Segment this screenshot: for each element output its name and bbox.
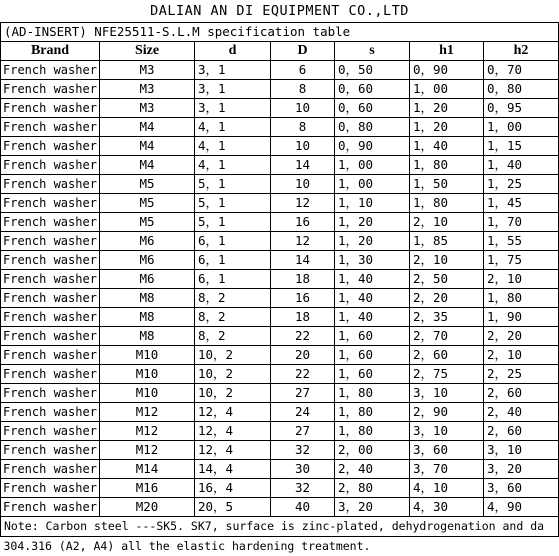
cell-size: M6 [100, 270, 195, 289]
cell-s: 1，00 [335, 156, 410, 175]
cell-h2: 2，25 [484, 365, 559, 384]
cell-d: 10，2 [195, 346, 271, 365]
cell-d: 8，2 [195, 289, 271, 308]
cell-d: 5，1 [195, 213, 271, 232]
cell-size: M8 [100, 308, 195, 327]
cell-h1: 3，10 [410, 384, 484, 403]
cell-d-outer: 10 [271, 137, 335, 156]
cell-d: 3，1 [195, 61, 271, 80]
header-size: Size [100, 42, 195, 61]
table-row [1, 422, 559, 441]
cell-d-outer: 16 [271, 213, 335, 232]
cell-s: 1，20 [335, 232, 410, 251]
cell-h2: 1，25 [484, 175, 559, 194]
cell-h1: 2，20 [410, 289, 484, 308]
cell-h2: 1，90 [484, 308, 559, 327]
cell-size: M5 [100, 213, 195, 232]
cell-h2: 1，55 [484, 232, 559, 251]
cell-d: 16，4 [195, 479, 271, 498]
cell-h1: 2，35 [410, 308, 484, 327]
cell-d-outer: 22 [271, 365, 335, 384]
header-D: D [271, 42, 335, 61]
cell-brand: French washer [1, 80, 100, 99]
cell-size: M3 [100, 80, 195, 99]
cell-d: 5，1 [195, 194, 271, 213]
cell-d: 4，1 [195, 156, 271, 175]
cell-h1: 2，60 [410, 346, 484, 365]
subtitle-row [1, 23, 559, 42]
cell-h2: 3，10 [484, 441, 559, 460]
cell-s: 1，60 [335, 346, 410, 365]
note-row-continued [1, 537, 559, 556]
cell-s: 1，80 [335, 384, 410, 403]
cell-h1: 1，40 [410, 137, 484, 156]
cell-brand: French washer [1, 479, 100, 498]
note-text: Note: Carbon steel ---SK5. SK7, surface is zinc-plated, dehydrogenation and da [1, 517, 559, 537]
cell-h2: 2，20 [484, 327, 559, 346]
table-row [1, 80, 559, 99]
cell-h1: 3，70 [410, 460, 484, 479]
cell-d-outer: 18 [271, 308, 335, 327]
table-row [1, 289, 559, 308]
cell-h2: 1，75 [484, 251, 559, 270]
cell-size: M3 [100, 61, 195, 80]
table-subtitle: (AD-INSERT) NFE25511-S.L.M specification table [1, 23, 559, 42]
cell-size: M3 [100, 99, 195, 118]
cell-brand: French washer [1, 498, 100, 517]
cell-s: 1，60 [335, 365, 410, 384]
table-row [1, 118, 559, 137]
cell-d-outer: 6 [271, 61, 335, 80]
table-row [1, 232, 559, 251]
cell-h2: 4，90 [484, 498, 559, 517]
cell-d-outer: 40 [271, 498, 335, 517]
cell-s: 1，20 [335, 213, 410, 232]
cell-d-outer: 18 [271, 270, 335, 289]
cell-d-outer: 20 [271, 346, 335, 365]
cell-d-outer: 24 [271, 403, 335, 422]
cell-brand: French washer [1, 156, 100, 175]
cell-brand: French washer [1, 251, 100, 270]
cell-s: 1，40 [335, 289, 410, 308]
cell-h2: 2，60 [484, 422, 559, 441]
cell-d: 4，1 [195, 118, 271, 137]
table-row [1, 479, 559, 498]
cell-d: 5，1 [195, 175, 271, 194]
cell-brand: French washer [1, 270, 100, 289]
cell-d: 3，1 [195, 80, 271, 99]
cell-d-outer: 27 [271, 384, 335, 403]
cell-h1: 1，20 [410, 118, 484, 137]
header-row [1, 42, 559, 61]
cell-d: 6，1 [195, 270, 271, 289]
cell-brand: French washer [1, 346, 100, 365]
cell-s: 0，90 [335, 137, 410, 156]
table-row [1, 460, 559, 479]
cell-h1: 0，90 [410, 61, 484, 80]
cell-brand: French washer [1, 422, 100, 441]
cell-h1: 1，50 [410, 175, 484, 194]
cell-s: 0，60 [335, 80, 410, 99]
cell-h1: 2，10 [410, 213, 484, 232]
cell-h2: 1，45 [484, 194, 559, 213]
cell-size: M6 [100, 251, 195, 270]
cell-d-outer: 14 [271, 156, 335, 175]
table-row [1, 384, 559, 403]
cell-brand: French washer [1, 289, 100, 308]
cell-brand: French washer [1, 327, 100, 346]
cell-size: M10 [100, 346, 195, 365]
cell-s: 0，60 [335, 99, 410, 118]
table-row [1, 327, 559, 346]
cell-brand: French washer [1, 61, 100, 80]
cell-brand: French washer [1, 308, 100, 327]
cell-h2: 1，80 [484, 289, 559, 308]
cell-d-outer: 8 [271, 118, 335, 137]
cell-d-outer: 12 [271, 194, 335, 213]
cell-d: 4，1 [195, 137, 271, 156]
cell-h1: 2，75 [410, 365, 484, 384]
cell-d: 6，1 [195, 251, 271, 270]
cell-h2: 2，10 [484, 270, 559, 289]
note-text-continued: 304.316 (A2, A4) all the elastic hardening treatment. [1, 537, 559, 556]
cell-s: 1，10 [335, 194, 410, 213]
cell-d: 8，2 [195, 308, 271, 327]
cell-h1: 1，80 [410, 194, 484, 213]
cell-h1: 2，50 [410, 270, 484, 289]
cell-brand: French washer [1, 194, 100, 213]
cell-size: M6 [100, 232, 195, 251]
table-row [1, 194, 559, 213]
cell-brand: French washer [1, 384, 100, 403]
company-row [1, 0, 559, 23]
cell-s: 1，40 [335, 308, 410, 327]
cell-size: M4 [100, 137, 195, 156]
header-s: s [335, 42, 410, 61]
cell-h1: 1，20 [410, 99, 484, 118]
cell-s: 1，30 [335, 251, 410, 270]
cell-size: M20 [100, 498, 195, 517]
cell-brand: French washer [1, 118, 100, 137]
cell-h2: 2，40 [484, 403, 559, 422]
cell-d: 12，4 [195, 403, 271, 422]
cell-size: M5 [100, 194, 195, 213]
cell-h2: 1，00 [484, 118, 559, 137]
table-row [1, 175, 559, 194]
cell-h1: 1，80 [410, 156, 484, 175]
cell-brand: French washer [1, 232, 100, 251]
table-row [1, 251, 559, 270]
cell-size: M5 [100, 175, 195, 194]
cell-size: M8 [100, 289, 195, 308]
cell-d: 8，2 [195, 327, 271, 346]
cell-s: 2，40 [335, 460, 410, 479]
cell-d: 10，2 [195, 365, 271, 384]
cell-h2: 0，95 [484, 99, 559, 118]
cell-size: M12 [100, 422, 195, 441]
cell-s: 0，50 [335, 61, 410, 80]
cell-brand: French washer [1, 99, 100, 118]
cell-brand: French washer [1, 403, 100, 422]
header-h1: h1 [410, 42, 484, 61]
cell-size: M10 [100, 365, 195, 384]
cell-d-outer: 22 [271, 327, 335, 346]
table-row [1, 99, 559, 118]
cell-h1: 4，30 [410, 498, 484, 517]
cell-d: 6，1 [195, 232, 271, 251]
cell-h2: 0，70 [484, 61, 559, 80]
cell-s: 1，80 [335, 422, 410, 441]
cell-size: M16 [100, 479, 195, 498]
cell-h2: 3，60 [484, 479, 559, 498]
cell-d: 14，4 [195, 460, 271, 479]
table-row [1, 270, 559, 289]
cell-s: 1，00 [335, 175, 410, 194]
cell-h1: 1，85 [410, 232, 484, 251]
table-row [1, 308, 559, 327]
cell-h2: 2，60 [484, 384, 559, 403]
cell-s: 1，40 [335, 270, 410, 289]
table-row [1, 403, 559, 422]
cell-brand: French washer [1, 441, 100, 460]
cell-h2: 1，40 [484, 156, 559, 175]
cell-h2: 1，15 [484, 137, 559, 156]
cell-size: M10 [100, 384, 195, 403]
cell-d-outer: 27 [271, 422, 335, 441]
cell-brand: French washer [1, 460, 100, 479]
cell-size: M12 [100, 403, 195, 422]
cell-d: 3，1 [195, 99, 271, 118]
cell-s: 1，80 [335, 403, 410, 422]
cell-d: 12，4 [195, 441, 271, 460]
cell-h1: 1，00 [410, 80, 484, 99]
table-row [1, 498, 559, 517]
table-row [1, 137, 559, 156]
cell-d: 10，2 [195, 384, 271, 403]
cell-h2: 3，20 [484, 460, 559, 479]
cell-d-outer: 30 [271, 460, 335, 479]
table-row [1, 441, 559, 460]
company-name: DALIAN AN DI EQUIPMENT CO.,LTD [1, 0, 559, 23]
cell-h1: 3，60 [410, 441, 484, 460]
table-row [1, 61, 559, 80]
table-row [1, 156, 559, 175]
header-h2: h2 [484, 42, 559, 61]
cell-h2: 0，80 [484, 80, 559, 99]
cell-size: M8 [100, 327, 195, 346]
table-row [1, 213, 559, 232]
cell-h1: 4，10 [410, 479, 484, 498]
header-d: d [195, 42, 271, 61]
cell-d-outer: 16 [271, 289, 335, 308]
note-row [1, 517, 559, 537]
cell-h1: 3，10 [410, 422, 484, 441]
cell-d: 12，4 [195, 422, 271, 441]
cell-h1: 2，70 [410, 327, 484, 346]
cell-brand: French washer [1, 365, 100, 384]
cell-brand: French washer [1, 213, 100, 232]
cell-h1: 2，90 [410, 403, 484, 422]
cell-brand: French washer [1, 137, 100, 156]
cell-size: M4 [100, 156, 195, 175]
cell-d-outer: 10 [271, 175, 335, 194]
cell-d-outer: 32 [271, 479, 335, 498]
cell-d-outer: 14 [271, 251, 335, 270]
cell-d: 20，5 [195, 498, 271, 517]
cell-s: 3，20 [335, 498, 410, 517]
cell-h2: 2，10 [484, 346, 559, 365]
cell-d-outer: 12 [271, 232, 335, 251]
table-row [1, 346, 559, 365]
table-row [1, 365, 559, 384]
cell-s: 1，60 [335, 327, 410, 346]
cell-s: 0，80 [335, 118, 410, 137]
cell-s: 2，80 [335, 479, 410, 498]
cell-size: M4 [100, 118, 195, 137]
header-brand: Brand [1, 42, 100, 61]
cell-h2: 1，70 [484, 213, 559, 232]
cell-d-outer: 32 [271, 441, 335, 460]
cell-size: M14 [100, 460, 195, 479]
cell-s: 2，00 [335, 441, 410, 460]
cell-d-outer: 8 [271, 80, 335, 99]
cell-d-outer: 10 [271, 99, 335, 118]
cell-h1: 2，10 [410, 251, 484, 270]
cell-size: M12 [100, 441, 195, 460]
cell-brand: French washer [1, 175, 100, 194]
